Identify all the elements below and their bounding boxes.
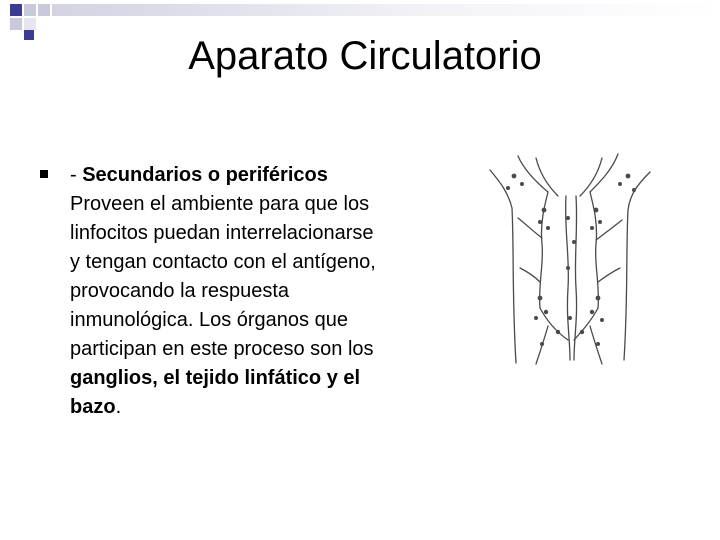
bullet-intro: - [70, 164, 83, 186]
bullet-line-8 [70, 364, 450, 393]
deco-square [10, 4, 22, 16]
bullet-line-3: linfocitos puedan interrelacionarse [70, 222, 374, 244]
bullet-line-6: inmunológica. Los órganos que [70, 309, 348, 331]
bullet-line-7: participan en este proceso son los [70, 338, 374, 360]
bullet-text [70, 161, 450, 422]
bullet-square-icon [40, 170, 48, 178]
bullet-line-2: Proveen el ambiente para que los [70, 193, 370, 215]
bullet-line-5: provocando la respuesta [70, 280, 290, 302]
deco-square [10, 18, 22, 30]
deco-square [24, 18, 36, 30]
bullet-line-4: y tengan contacto con el antígeno, [70, 251, 376, 273]
deco-square [24, 4, 36, 16]
bullet-bold-1: ganglios, el tejido linfático y el [70, 367, 361, 389]
deco-square [38, 4, 50, 16]
slide-title: Aparato Circulatorio [188, 34, 542, 78]
bullet-line-1 [70, 161, 450, 190]
bullet-end: . [115, 396, 122, 418]
bullet-heading: Secundarios o periféricos [82, 164, 328, 186]
bullet-line-9 [70, 393, 450, 422]
bullet-bold-2: bazo [70, 396, 116, 418]
lymphatic-system-illustration [478, 148, 663, 370]
deco-square [52, 4, 720, 16]
